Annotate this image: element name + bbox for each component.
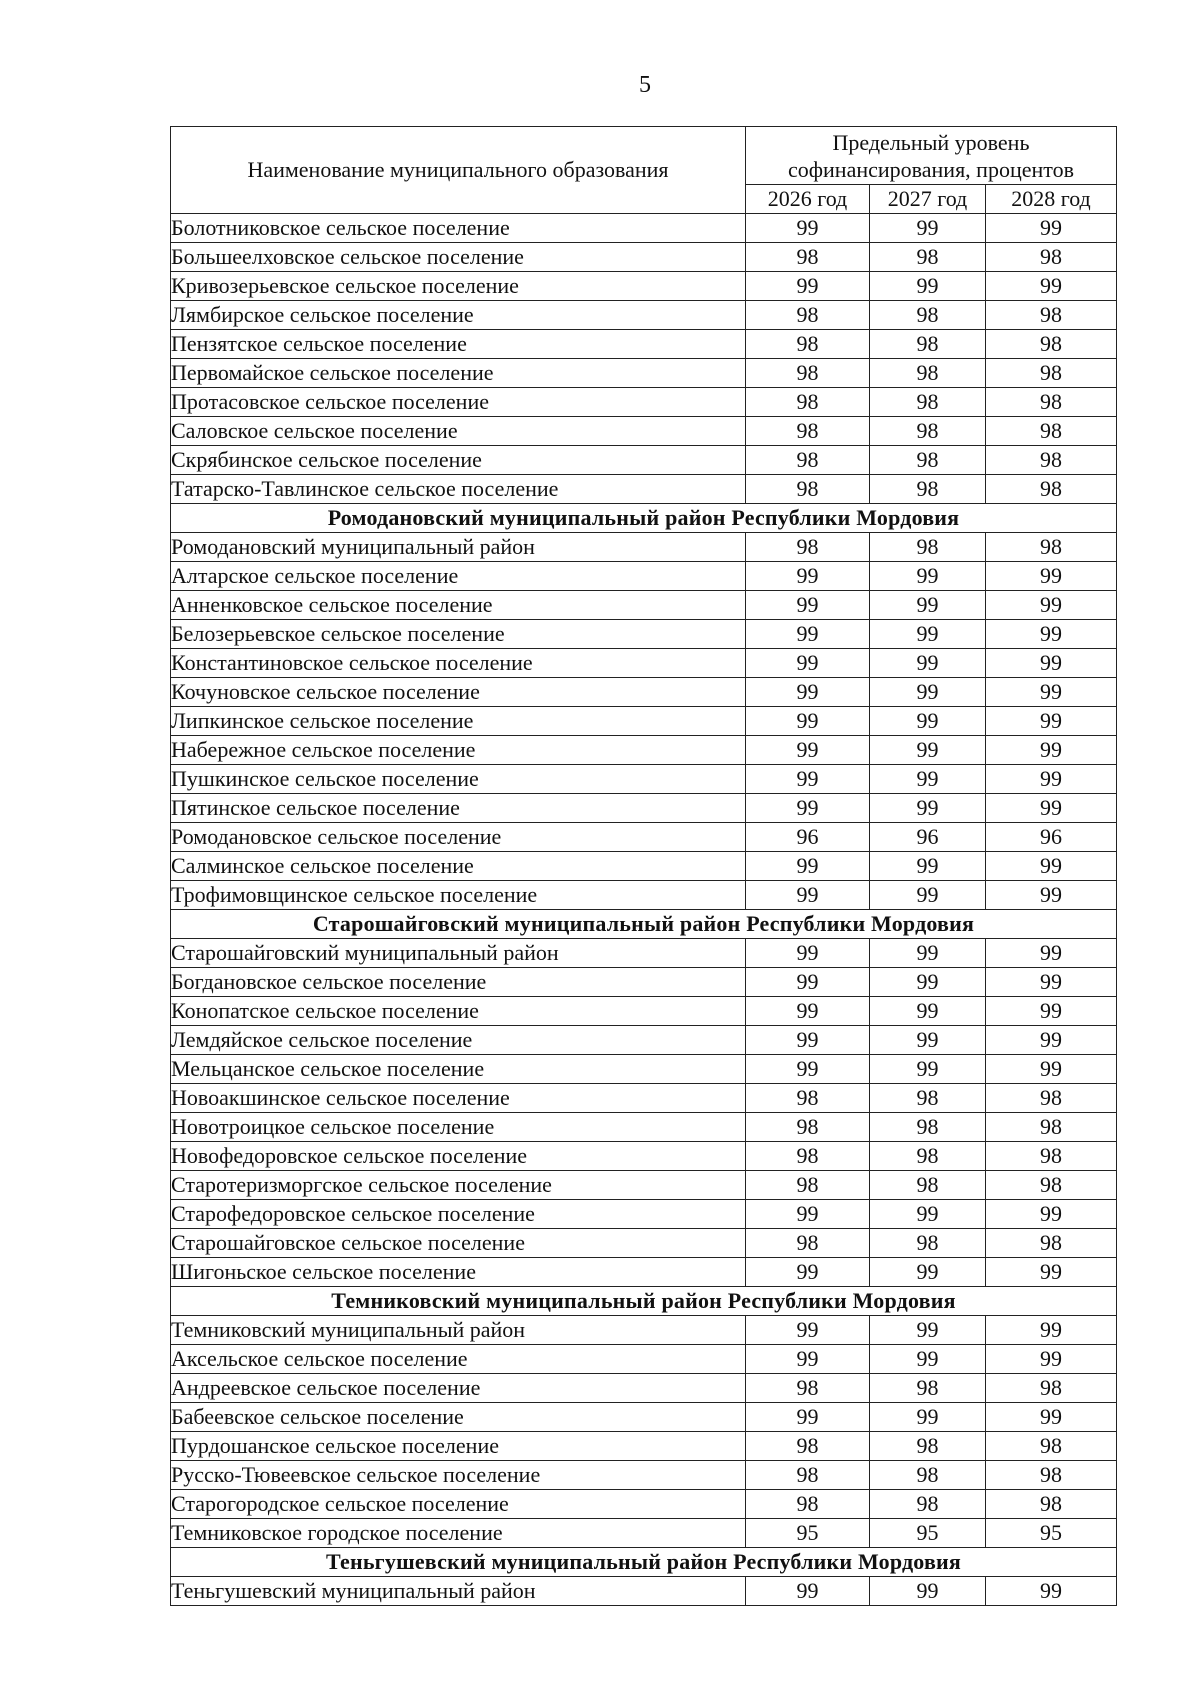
municipality-name: Пушкинское сельское поселение — [171, 765, 746, 794]
table-row — [171, 1432, 1117, 1461]
municipality-name: Пурдошанское сельское поселение — [171, 1432, 746, 1461]
table-row — [171, 475, 1117, 504]
header-year-2026: 2026 год — [746, 185, 870, 214]
cofinancing-value-2026: 98 — [746, 359, 870, 388]
cofinancing-value-2027: 99 — [870, 1258, 986, 1287]
cofinancing-value-2026: 99 — [746, 1577, 870, 1606]
district-section-title: Теньгушевский муниципальный район Республики Мордовия — [171, 1548, 1117, 1577]
cofinancing-value-2026: 99 — [746, 765, 870, 794]
municipality-name: Темниковский муниципальный район — [171, 1316, 746, 1345]
cofinancing-value-2028: 98 — [986, 1142, 1117, 1171]
table-row — [171, 620, 1117, 649]
header-cofinancing-level: Предельный уровень софинансирования, процентов — [746, 127, 1117, 185]
cofinancing-value-2026: 98 — [746, 475, 870, 504]
table-row — [171, 1229, 1117, 1258]
cofinancing-value-2028: 98 — [986, 1113, 1117, 1142]
cofinancing-value-2026: 99 — [746, 736, 870, 765]
district-section-row — [171, 1287, 1117, 1316]
table-row — [171, 823, 1117, 852]
cofinancing-value-2027: 98 — [870, 1171, 986, 1200]
cofinancing-value-2027: 99 — [870, 1200, 986, 1229]
cofinancing-value-2027: 98 — [870, 533, 986, 562]
cofinancing-value-2028: 98 — [986, 1461, 1117, 1490]
municipality-name: Липкинское сельское поселение — [171, 707, 746, 736]
table-row — [171, 243, 1117, 272]
cofinancing-value-2026: 99 — [746, 649, 870, 678]
table-row — [171, 649, 1117, 678]
municipality-name: Старотеризморгское сельское поселение — [171, 1171, 746, 1200]
cofinancing-value-2026: 99 — [746, 707, 870, 736]
cofinancing-value-2026: 98 — [746, 1432, 870, 1461]
cofinancing-value-2027: 99 — [870, 765, 986, 794]
cofinancing-value-2026: 95 — [746, 1519, 870, 1548]
cofinancing-value-2026: 99 — [746, 1403, 870, 1432]
page-number: 5 — [639, 72, 651, 98]
cofinancing-value-2026: 98 — [746, 388, 870, 417]
cofinancing-value-2028: 99 — [986, 620, 1117, 649]
table-row — [171, 446, 1117, 475]
municipality-name: Кривозерьевское сельское поселение — [171, 272, 746, 301]
table-row — [171, 330, 1117, 359]
municipality-name: Протасовское сельское поселение — [171, 388, 746, 417]
cofinancing-value-2027: 99 — [870, 1055, 986, 1084]
table-row — [171, 533, 1117, 562]
table-row — [171, 881, 1117, 910]
municipality-name: Белозерьевское сельское поселение — [171, 620, 746, 649]
district-section-row — [171, 910, 1117, 939]
cofinancing-value-2026: 99 — [746, 1200, 870, 1229]
cofinancing-value-2026: 98 — [746, 1229, 870, 1258]
table-row — [171, 1403, 1117, 1432]
cofinancing-value-2026: 98 — [746, 1113, 870, 1142]
table-row — [171, 1374, 1117, 1403]
cofinancing-value-2026: 98 — [746, 330, 870, 359]
cofinancing-value-2027: 99 — [870, 852, 986, 881]
cofinancing-value-2028: 99 — [986, 707, 1117, 736]
cofinancing-value-2027: 99 — [870, 1345, 986, 1374]
cofinancing-value-2028: 98 — [986, 417, 1117, 446]
cofinancing-value-2028: 99 — [986, 1200, 1117, 1229]
table-row — [171, 1113, 1117, 1142]
table-row — [171, 562, 1117, 591]
table-row — [171, 968, 1117, 997]
cofinancing-value-2028: 99 — [986, 736, 1117, 765]
cofinancing-value-2027: 99 — [870, 794, 986, 823]
cofinancing-value-2026: 99 — [746, 1258, 870, 1287]
cofinancing-value-2028: 99 — [986, 649, 1117, 678]
header-name-column: Наименование муниципального образования — [171, 127, 746, 214]
municipality-name: Мельцанское сельское поселение — [171, 1055, 746, 1084]
cofinancing-value-2026: 98 — [746, 243, 870, 272]
cofinancing-value-2028: 99 — [986, 1055, 1117, 1084]
municipality-name: Русско-Тювеевское сельское поселение — [171, 1461, 746, 1490]
municipality-name: Лямбирское сельское поселение — [171, 301, 746, 330]
municipality-name: Пятинское сельское поселение — [171, 794, 746, 823]
cofinancing-value-2028: 99 — [986, 997, 1117, 1026]
municipality-name: Ромодановский муниципальный район — [171, 533, 746, 562]
cofinancing-value-2028: 99 — [986, 1026, 1117, 1055]
cofinancing-value-2027: 99 — [870, 736, 986, 765]
cofinancing-value-2027: 99 — [870, 1026, 986, 1055]
cofinancing-value-2027: 99 — [870, 997, 986, 1026]
cofinancing-value-2027: 99 — [870, 1577, 986, 1606]
municipality-name: Трофимовщинское сельское поселение — [171, 881, 746, 910]
cofinancing-value-2027: 98 — [870, 1461, 986, 1490]
cofinancing-value-2028: 98 — [986, 301, 1117, 330]
table-row — [171, 388, 1117, 417]
district-section-row — [171, 504, 1117, 533]
cofinancing-value-2027: 99 — [870, 939, 986, 968]
cofinancing-value-2026: 99 — [746, 881, 870, 910]
municipality-name: Богдановское сельское поселение — [171, 968, 746, 997]
cofinancing-value-2028: 99 — [986, 272, 1117, 301]
cofinancing-value-2027: 99 — [870, 1316, 986, 1345]
cofinancing-value-2027: 98 — [870, 359, 986, 388]
table-row — [171, 359, 1117, 388]
cofinancing-value-2027: 98 — [870, 1229, 986, 1258]
cofinancing-value-2026: 98 — [746, 1084, 870, 1113]
cofinancing-value-2026: 99 — [746, 997, 870, 1026]
cofinancing-value-2027: 98 — [870, 301, 986, 330]
cofinancing-value-2028: 99 — [986, 939, 1117, 968]
cofinancing-value-2028: 98 — [986, 359, 1117, 388]
municipality-name: Анненковское сельское поселение — [171, 591, 746, 620]
cofinancing-value-2028: 98 — [986, 1374, 1117, 1403]
municipality-name: Ромодановское сельское поселение — [171, 823, 746, 852]
table-row — [171, 272, 1117, 301]
table-row — [171, 1026, 1117, 1055]
cofinancing-value-2027: 99 — [870, 678, 986, 707]
cofinancing-value-2026: 99 — [746, 272, 870, 301]
district-section-title: Темниковский муниципальный район Республики Мордовия — [171, 1287, 1117, 1316]
municipality-name: Салминское сельское поселение — [171, 852, 746, 881]
table-row — [171, 1490, 1117, 1519]
cofinancing-value-2028: 95 — [986, 1519, 1117, 1548]
municipality-name: Татарско-Тавлинское сельское поселение — [171, 475, 746, 504]
municipality-name: Новоакшинское сельское поселение — [171, 1084, 746, 1113]
district-section-title: Старошайговский муниципальный район Республики Мордовия — [171, 910, 1117, 939]
cofinancing-value-2027: 99 — [870, 272, 986, 301]
cofinancing-value-2028: 98 — [986, 446, 1117, 475]
cofinancing-value-2027: 99 — [870, 968, 986, 997]
municipality-name: Набережное сельское поселение — [171, 736, 746, 765]
table-row — [171, 214, 1117, 243]
cofinancing-value-2026: 98 — [746, 1490, 870, 1519]
municipality-name: Конопатское сельское поселение — [171, 997, 746, 1026]
cofinancing-value-2028: 99 — [986, 765, 1117, 794]
table-row — [171, 939, 1117, 968]
cofinancing-value-2026: 99 — [746, 794, 870, 823]
cofinancing-value-2028: 99 — [986, 562, 1117, 591]
municipality-name: Лемдяйское сельское поселение — [171, 1026, 746, 1055]
table-row — [171, 852, 1117, 881]
table-row — [171, 765, 1117, 794]
cofinancing-value-2026: 98 — [746, 301, 870, 330]
cofinancing-value-2026: 99 — [746, 620, 870, 649]
table-row — [171, 1345, 1117, 1374]
cofinancing-value-2026: 99 — [746, 1316, 870, 1345]
header-year-2027: 2027 год — [870, 185, 986, 214]
municipality-name: Бабеевское сельское поселение — [171, 1403, 746, 1432]
cofinancing-value-2026: 99 — [746, 1026, 870, 1055]
cofinancing-value-2026: 98 — [746, 533, 870, 562]
cofinancing-value-2027: 99 — [870, 707, 986, 736]
municipality-name: Первомайское сельское поселение — [171, 359, 746, 388]
municipality-name: Константиновское сельское поселение — [171, 649, 746, 678]
table-row — [171, 1258, 1117, 1287]
cofinancing-value-2027: 98 — [870, 1113, 986, 1142]
municipality-name: Алтарское сельское поселение — [171, 562, 746, 591]
municipality-name: Старошайговское сельское поселение — [171, 1229, 746, 1258]
cofinancing-value-2028: 99 — [986, 1316, 1117, 1345]
district-section-row — [171, 1548, 1117, 1577]
cofinancing-value-2027: 98 — [870, 1490, 986, 1519]
cofinancing-value-2028: 98 — [986, 388, 1117, 417]
table-row — [171, 997, 1117, 1026]
cofinancing-value-2027: 99 — [870, 620, 986, 649]
table-row — [171, 1316, 1117, 1345]
cofinancing-value-2027: 98 — [870, 1374, 986, 1403]
table-row — [171, 678, 1117, 707]
cofinancing-value-2027: 98 — [870, 417, 986, 446]
cofinancing-value-2028: 98 — [986, 1171, 1117, 1200]
table-row — [171, 1461, 1117, 1490]
cofinancing-value-2027: 98 — [870, 1084, 986, 1113]
cofinancing-value-2026: 98 — [746, 417, 870, 446]
cofinancing-value-2028: 98 — [986, 1229, 1117, 1258]
cofinancing-value-2027: 98 — [870, 446, 986, 475]
table-row — [171, 1084, 1117, 1113]
cofinancing-value-2026: 99 — [746, 562, 870, 591]
cofinancing-value-2027: 99 — [870, 562, 986, 591]
cofinancing-value-2027: 99 — [870, 1403, 986, 1432]
table-row — [171, 794, 1117, 823]
cofinancing-value-2026: 98 — [746, 446, 870, 475]
cofinancing-table — [170, 126, 1117, 1606]
cofinancing-value-2026: 99 — [746, 591, 870, 620]
cofinancing-value-2026: 98 — [746, 1171, 870, 1200]
table-row — [171, 1171, 1117, 1200]
municipality-name: Аксельское сельское поселение — [171, 1345, 746, 1374]
municipality-name: Шигоньское сельское поселение — [171, 1258, 746, 1287]
cofinancing-value-2026: 99 — [746, 1055, 870, 1084]
cofinancing-value-2026: 99 — [746, 1345, 870, 1374]
cofinancing-value-2028: 98 — [986, 330, 1117, 359]
cofinancing-value-2026: 99 — [746, 214, 870, 243]
cofinancing-value-2026: 99 — [746, 939, 870, 968]
cofinancing-value-2028: 98 — [986, 533, 1117, 562]
table-row — [171, 1142, 1117, 1171]
table-row — [171, 591, 1117, 620]
table-body — [171, 214, 1117, 1606]
district-section-title: Ромодановский муниципальный район Республики Мордовия — [171, 504, 1117, 533]
cofinancing-value-2028: 98 — [986, 1432, 1117, 1461]
cofinancing-value-2028: 98 — [986, 475, 1117, 504]
cofinancing-value-2028: 98 — [986, 1490, 1117, 1519]
table-row — [171, 301, 1117, 330]
cofinancing-value-2027: 98 — [870, 1432, 986, 1461]
municipality-name: Старофедоровское сельское поселение — [171, 1200, 746, 1229]
municipality-name: Большеелховское сельское поселение — [171, 243, 746, 272]
cofinancing-value-2026: 99 — [746, 968, 870, 997]
cofinancing-value-2027: 99 — [870, 591, 986, 620]
table-row — [171, 1200, 1117, 1229]
cofinancing-value-2028: 99 — [986, 1403, 1117, 1432]
municipality-name: Новотроицкое сельское поселение — [171, 1113, 746, 1142]
cofinancing-value-2027: 99 — [870, 881, 986, 910]
cofinancing-value-2028: 99 — [986, 852, 1117, 881]
municipality-name: Старошайговский муниципальный район — [171, 939, 746, 968]
cofinancing-value-2026: 96 — [746, 823, 870, 852]
cofinancing-value-2028: 99 — [986, 678, 1117, 707]
cofinancing-value-2028: 99 — [986, 1577, 1117, 1606]
table-row — [171, 736, 1117, 765]
table-row — [171, 1519, 1117, 1548]
cofinancing-value-2027: 98 — [870, 1142, 986, 1171]
cofinancing-value-2027: 98 — [870, 330, 986, 359]
table-row — [171, 417, 1117, 446]
table-row — [171, 1577, 1117, 1606]
municipality-name: Андреевское сельское поселение — [171, 1374, 746, 1403]
cofinancing-value-2028: 99 — [986, 1258, 1117, 1287]
municipality-name: Скрябинское сельское поселение — [171, 446, 746, 475]
municipality-name: Болотниковское сельское поселение — [171, 214, 746, 243]
cofinancing-value-2028: 98 — [986, 243, 1117, 272]
cofinancing-value-2028: 99 — [986, 1345, 1117, 1374]
cofinancing-value-2028: 99 — [986, 968, 1117, 997]
municipality-name: Пензятское сельское поселение — [171, 330, 746, 359]
cofinancing-value-2028: 99 — [986, 794, 1117, 823]
cofinancing-value-2026: 99 — [746, 678, 870, 707]
table-header — [171, 127, 1117, 214]
table-row — [171, 1055, 1117, 1084]
cofinancing-value-2028: 99 — [986, 214, 1117, 243]
cofinancing-value-2026: 98 — [746, 1142, 870, 1171]
cofinancing-value-2028: 96 — [986, 823, 1117, 852]
cofinancing-value-2027: 99 — [870, 214, 986, 243]
cofinancing-value-2028: 99 — [986, 591, 1117, 620]
municipality-name: Старогородское сельское поселение — [171, 1490, 746, 1519]
cofinancing-value-2026: 98 — [746, 1374, 870, 1403]
municipality-name: Саловское сельское поселение — [171, 417, 746, 446]
cofinancing-value-2027: 98 — [870, 388, 986, 417]
header-year-2028: 2028 год — [986, 185, 1117, 214]
municipality-name: Теньгушевский муниципальный район — [171, 1577, 746, 1606]
cofinancing-value-2026: 99 — [746, 852, 870, 881]
municipality-name: Кочуновское сельское поселение — [171, 678, 746, 707]
cofinancing-value-2027: 95 — [870, 1519, 986, 1548]
cofinancing-value-2028: 99 — [986, 881, 1117, 910]
cofinancing-value-2027: 98 — [870, 243, 986, 272]
cofinancing-value-2026: 98 — [746, 1461, 870, 1490]
table-row — [171, 707, 1117, 736]
cofinancing-value-2027: 96 — [870, 823, 986, 852]
cofinancing-value-2028: 98 — [986, 1084, 1117, 1113]
municipality-name: Новофедоровское сельское поселение — [171, 1142, 746, 1171]
cofinancing-value-2027: 98 — [870, 475, 986, 504]
municipality-name: Темниковское городское поселение — [171, 1519, 746, 1548]
cofinancing-value-2027: 99 — [870, 649, 986, 678]
